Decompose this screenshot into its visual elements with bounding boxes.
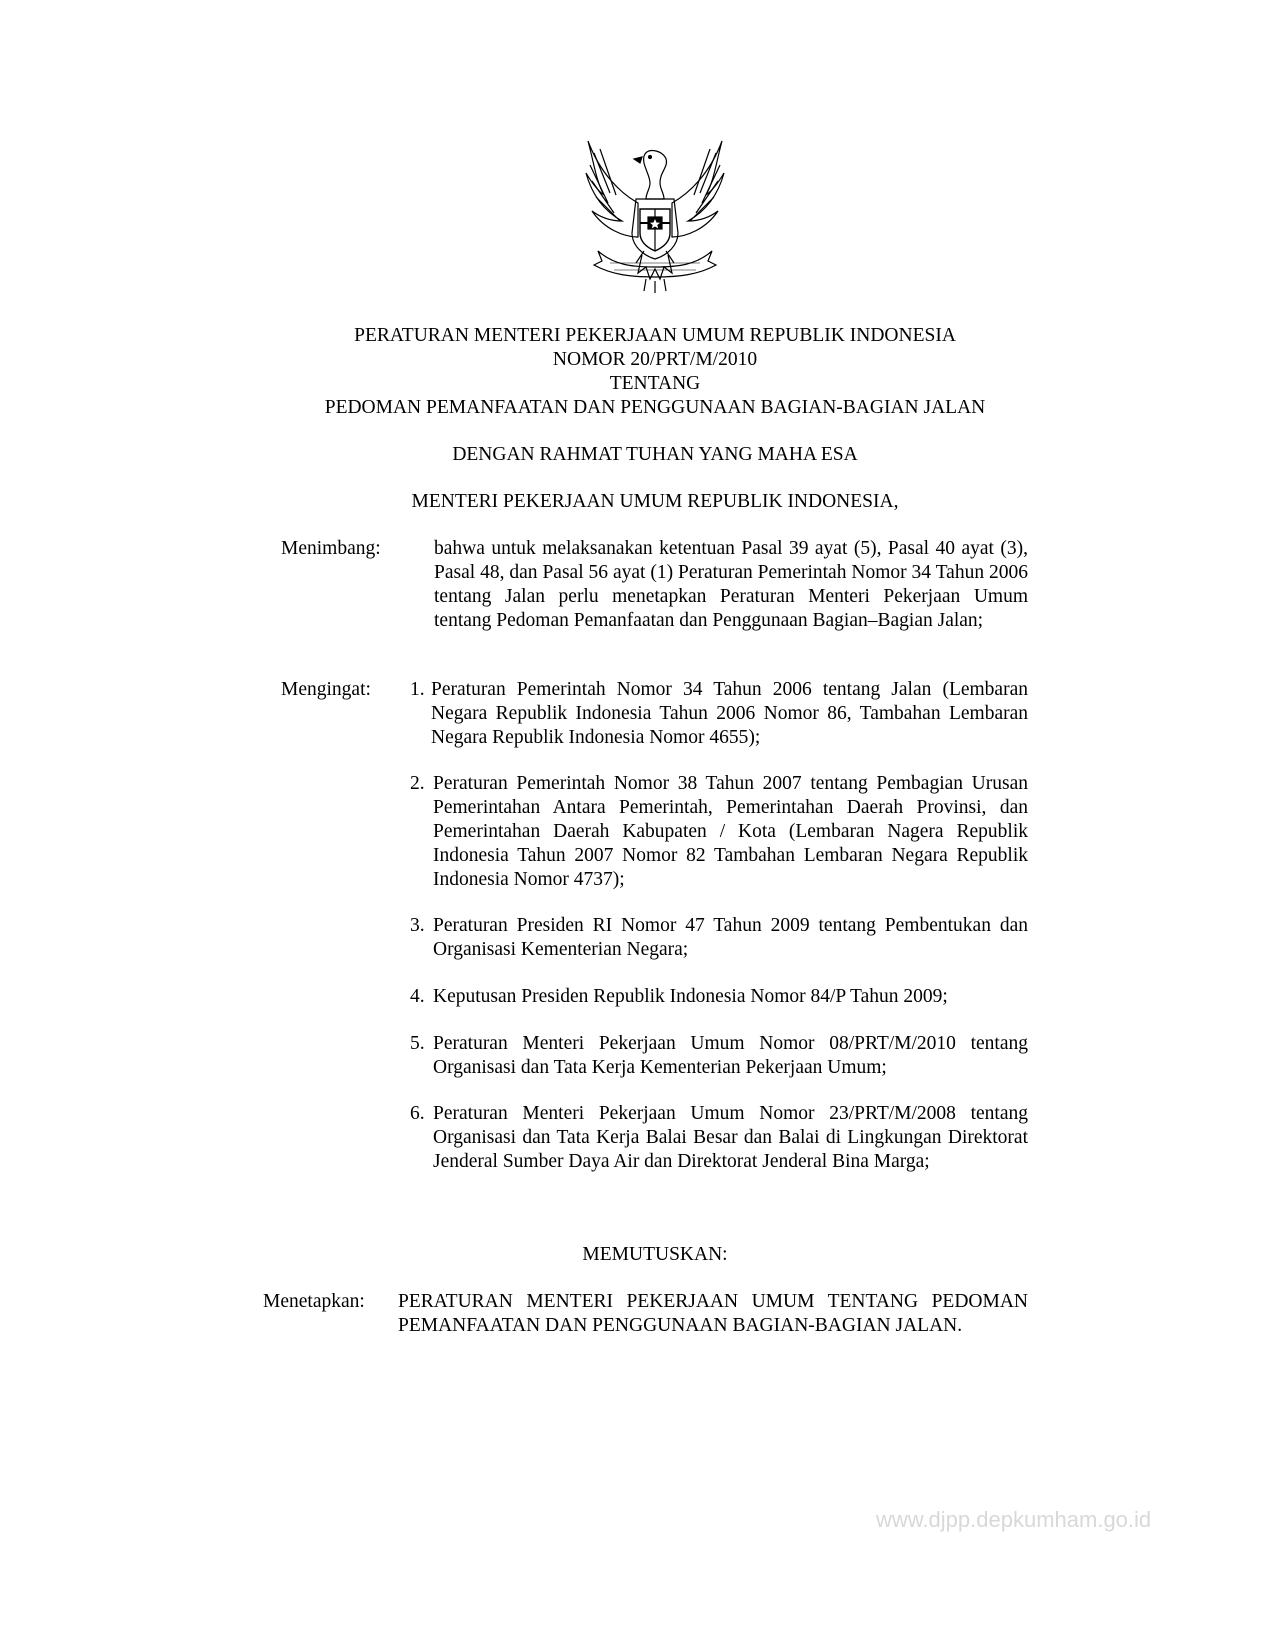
list-item-number: 6. — [410, 1103, 425, 1124]
garuda-emblem — [580, 133, 730, 295]
title-line-3: TENTANG — [609, 373, 701, 394]
menimbang-text: bahwa untuk melaksanakan ketentuan Pasal 39 ayat (5), Pasal 40 ayat (3), Pasal 48, dan Pasal 56 ayat (1) Peraturan Pemerintah Nomor 34 Tahun 2006 tentang Jalan perlu menetapkan Peraturan Menteri Pekerjaan Umum tentang Pedoman Pemanfaatan dan Penggunaan Bagian–Bagian Jalan; — [434, 538, 1028, 631]
menetapkan-label: Menetapkan: — [263, 1291, 365, 1312]
menimbang-label: Menimbang: — [281, 538, 381, 559]
title-line-1: PERATURAN MENTERI PEKERJAAN UMUM REPUBLIK INDONESIA — [354, 325, 956, 346]
list-item-number: 2. — [410, 773, 425, 794]
regulation-title — [0, 324, 1275, 420]
menetapkan-text: PERATURAN MENTERI PEKERJAAN UMUM TENTANG PEDOMAN PEMANFAATAN DAN PENGGUNAAN BAGIAN-BAGIAN JALAN. — [398, 1291, 1028, 1336]
memutuskan-text: MEMUTUSKAN: — [582, 1244, 728, 1265]
list-item-text: Peraturan Menteri Pekerjaan Umum Nomor 23/PRT/M/2008 tentang Organisasi dan Tata Kerja Balai Besar dan Balai di Lingkungan Direktorat Jenderal Sumber Daya Air dan Direktorat Jenderal Bina Marga; — [433, 1103, 1028, 1172]
list-item-text: Keputusan Presiden Republik Indonesia Nomor 84/P Tahun 2009; — [433, 986, 948, 1007]
list-item-number: 4. — [410, 986, 425, 1007]
list-item-text: Peraturan Presiden RI Nomor 47 Tahun 2009 tentang Pembentukan dan Organisasi Kementerian Negara; — [433, 915, 1028, 960]
list-item-number: 3. — [410, 915, 425, 936]
list-item-number: 5. — [410, 1033, 425, 1054]
list-item-text: Peraturan Pemerintah Nomor 34 Tahun 2006 tentang Jalan (Lembaran Negara Republik Indonesia Tahun 2006 Nomor 86, Tambahan Lembaran Negara Republik Indonesia Nomor 4655); — [431, 679, 1028, 748]
blessing — [0, 443, 1275, 467]
watermark: www.djpp.depkumham.go.id — [876, 1507, 1152, 1532]
memutuskan-heading — [0, 1243, 1275, 1267]
title-line-4: PEDOMAN PEMANFAATAN DAN PENGGUNAAN BAGIAN-BAGIAN JALAN — [324, 397, 986, 418]
title-line-2: NOMOR 20/PRT/M/2010 — [552, 349, 758, 370]
list-item-text: Peraturan Pemerintah Nomor 38 Tahun 2007 tentang Pembagian Urusan Pemerintahan Antara Pemerintah, Pemerintahan Daerah Provinsi, dan Pemerintahan Daerah Kabupaten / Kota (Lembaran Nagera Republik Indonesia Tahun 2007 Nomor 82 Tambahan Lembaran Negara Republik Indonesia Nomor 4737); — [433, 773, 1028, 890]
authority — [0, 490, 1275, 514]
mengingat-label: Mengingat: — [281, 679, 371, 700]
blessing-text: DENGAN RAHMAT TUHAN YANG MAHA ESA — [452, 444, 858, 465]
authority-text: MENTERI PEKERJAAN UMUM REPUBLIK INDONESIA, — [411, 491, 899, 512]
list-item-number: 1. — [410, 679, 425, 700]
list-item-text: Peraturan Menteri Pekerjaan Umum Nomor 08/PRT/M/2010 tentang Organisasi dan Tata Kerja Kementerian Pekerjaan Umum; — [433, 1033, 1028, 1078]
